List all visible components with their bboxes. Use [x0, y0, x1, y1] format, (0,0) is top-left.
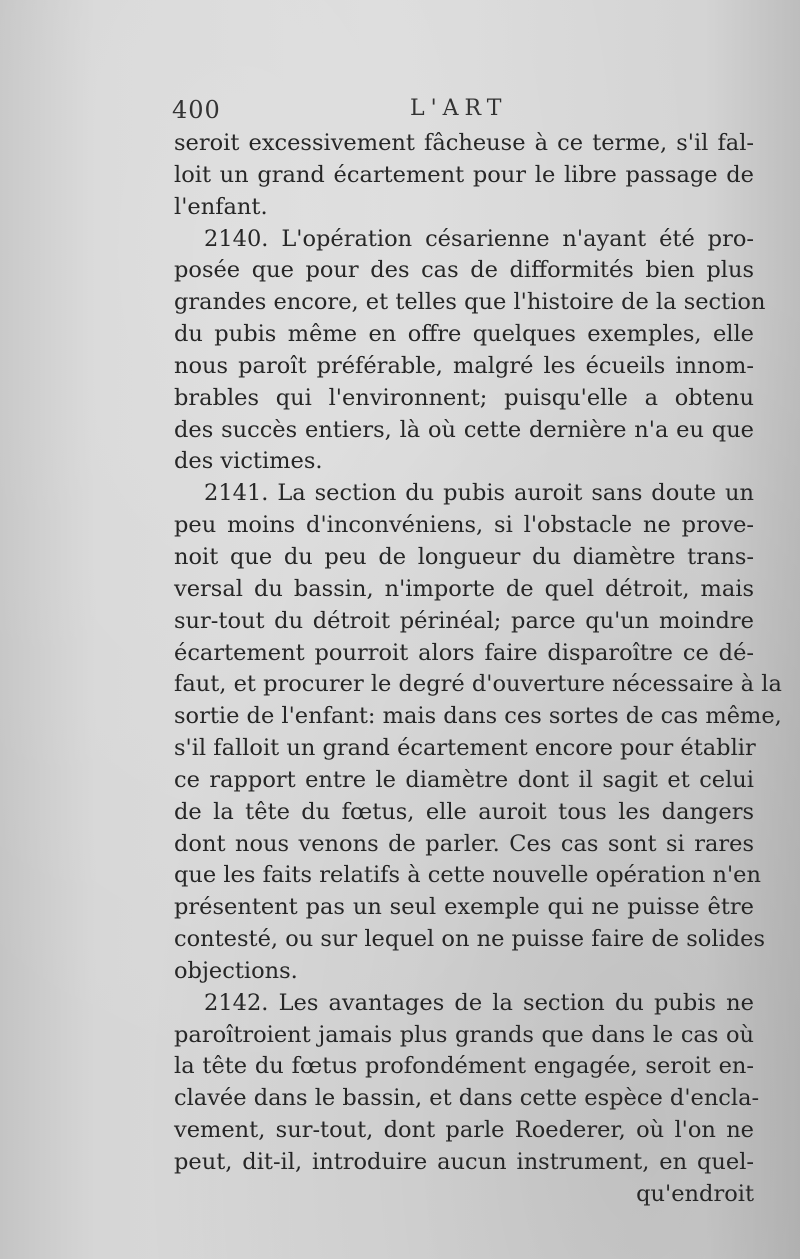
- page-number: 400: [172, 96, 221, 124]
- text-line: paroîtroient jamais plus grands que dans le cas où: [174, 1021, 754, 1048]
- text-line: l'enfant.: [174, 193, 268, 220]
- text-line: ce rapport entre le diamètre dont il sagit et celui: [174, 766, 754, 793]
- running-head: L'ART: [410, 96, 508, 121]
- text-line: nous paroît préférable, malgré les écueils innom-: [174, 352, 754, 379]
- text-line: peut, dit-il, introduire aucun instrument, en quel-: [174, 1149, 754, 1175]
- text-line: écartement pourroit alors faire disparoître ce dé-: [174, 639, 754, 666]
- text-line: que les faits relatifs à cette nouvelle opération n'en: [174, 862, 761, 889]
- text-line: grandes encore, et telles que l'histoire de la section: [174, 289, 766, 316]
- text-line: versal du bassin, n'importe de quel détroit, mais: [174, 575, 754, 602]
- text-line: vement, sur-tout, dont parle Roederer, où l'on ne: [174, 1117, 754, 1144]
- text-line: clavée dans le bassin, et dans cette espèce d'encla-: [174, 1085, 760, 1112]
- text-line: posée que pour des cas de difformités bien plus: [174, 257, 754, 284]
- text-line: seroit excessivement fâcheuse à ce terme, s'il fal-: [174, 130, 754, 156]
- text-line: brables qui l'environnent; puisqu'elle a obtenu: [174, 384, 754, 411]
- paragraph-2142-start: 2142. Les avantages de la section du pubis ne: [204, 989, 754, 1016]
- text-line: des victimes.: [174, 448, 323, 475]
- text-line: contesté, ou sur lequel on ne puisse faire de solides: [174, 926, 765, 953]
- text-line: objections.: [174, 957, 298, 984]
- paragraph-2141-start: 2141. La section du pubis auroit sans doute un: [204, 480, 754, 507]
- text-line: sortie de l'enfant: mais dans ces sortes de cas même,: [174, 703, 782, 730]
- text-line: s'il falloit un grand écartement encore pour établir: [174, 735, 756, 762]
- text-line: des succès entiers, là où cette dernière n'a eu que: [174, 416, 754, 443]
- text-line: peu moins d'inconvéniens, si l'obstacle ne prove-: [174, 512, 754, 539]
- text-line: faut, et procurer le degré d'ouverture nécessaire à la: [174, 671, 782, 698]
- text-line: sur-tout du détroit périnéal; parce qu'un moindre: [174, 607, 754, 634]
- body-text: [174, 128, 782, 1211]
- text-line: présentent pas un seul exemple qui ne puisse être: [174, 894, 754, 921]
- text-line: noit que du peu de longueur du diamètre trans-: [174, 543, 754, 570]
- paragraph-2140-start: 2140. L'opération césarienne n'ayant été pro-: [204, 225, 754, 252]
- text-line: du pubis même en offre quelques exemples, elle: [174, 321, 754, 348]
- text-line: loit un grand écartement pour le libre passage de: [174, 161, 754, 188]
- page-header: [172, 96, 532, 126]
- text-line: de la tête du fœtus, elle auroit tous les dangers: [174, 798, 754, 825]
- text-line: dont nous venons de parler. Ces cas sont si rares: [174, 830, 754, 857]
- text-line: la tête du fœtus profondément engagée, seroit en-: [174, 1053, 754, 1080]
- catchword: qu'endroit: [636, 1180, 754, 1207]
